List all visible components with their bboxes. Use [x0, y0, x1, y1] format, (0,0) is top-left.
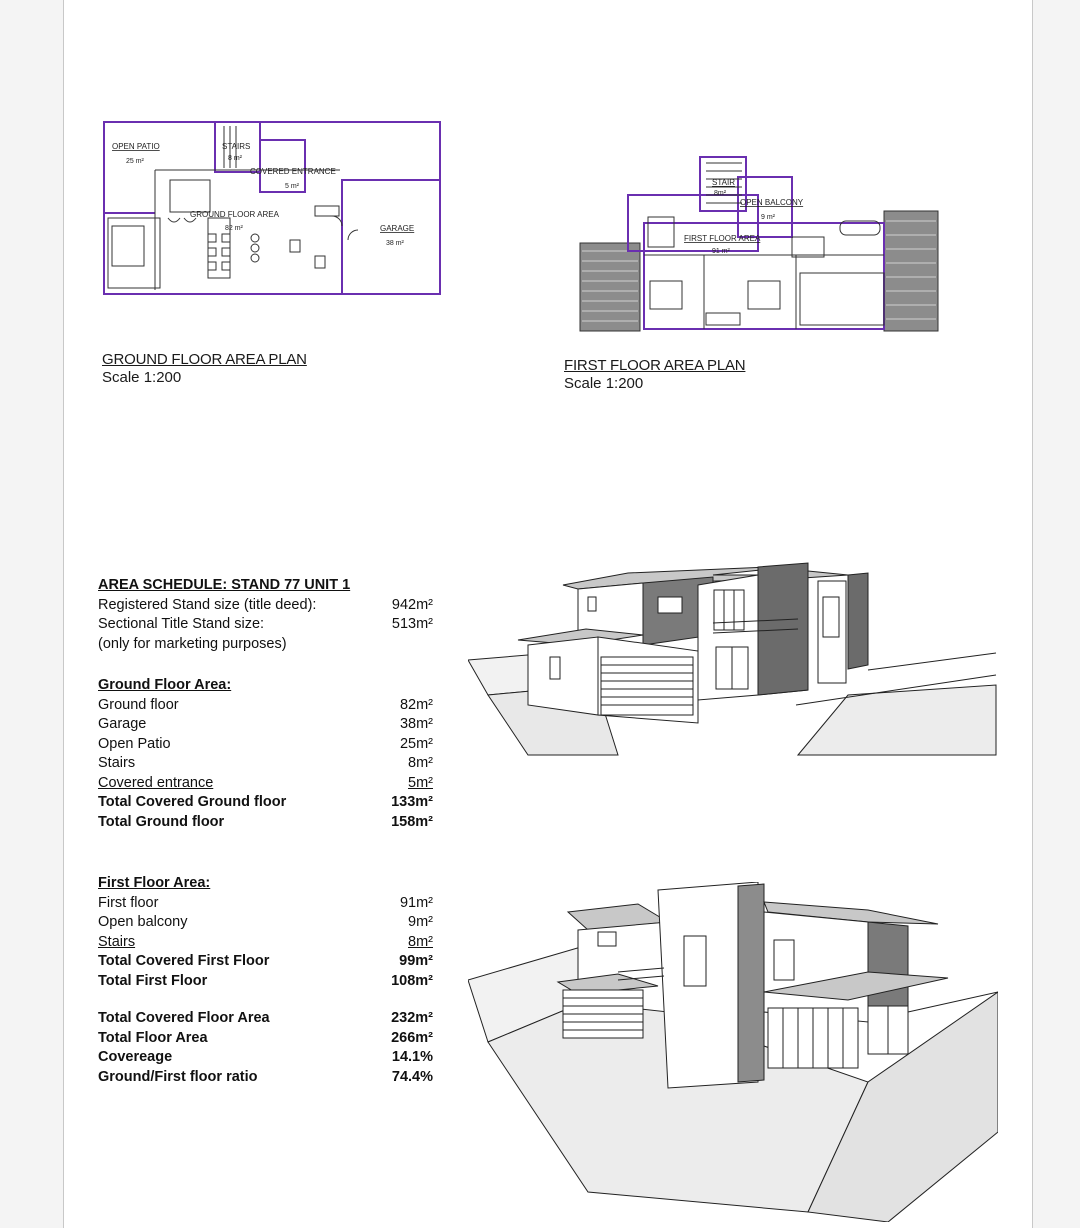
summary-row-coverage [98, 1048, 433, 1068]
first-floor-plan-title: FIRST FLOOR AREA PLAN [564, 357, 746, 374]
house-render-front [468, 545, 998, 760]
schedule-label: Covered entrance [98, 774, 214, 791]
schedule-label: First floor [98, 894, 159, 911]
first-floor-plan-scale: Scale 1:200 [564, 375, 644, 392]
schedule-value: 513m² [391, 616, 433, 632]
schedule-label: Total First Floor [98, 972, 208, 989]
schedule-row-registered [98, 596, 433, 616]
area-schedule [98, 576, 448, 1087]
schedule-label: Open balcony [98, 914, 188, 930]
schedule-heading: AREA SCHEDULE: STAND 77 UNIT 1 [98, 577, 351, 593]
ground-row [98, 774, 433, 794]
room-area-covered-entrance: 5 m² [285, 183, 299, 190]
ground-total-covered-row [98, 793, 433, 813]
ground-row [98, 715, 433, 735]
first-floor-plan [578, 155, 940, 335]
room-label-garage: GARAGE [380, 224, 415, 233]
schedule-value: 25m² [399, 735, 433, 752]
schedule-value: 91m² [399, 894, 433, 911]
room-label-first-floor: FIRST FLOOR AREA [684, 234, 761, 243]
ground-floor-plan-title: GROUND FLOOR AREA PLAN [102, 351, 307, 368]
room-label-open-patio: OPEN PATIO [112, 142, 160, 151]
ground-total-row [98, 813, 433, 833]
room-label-stair: STAIR [712, 178, 735, 187]
ground-row [98, 735, 433, 755]
room-area-open-patio: 25 m² [126, 158, 144, 165]
first-floor-caption [564, 357, 745, 392]
summary-row-total-floor [98, 1029, 433, 1049]
schedule-value: 158m² [391, 813, 433, 830]
room-area-garage: 38 m² [386, 240, 404, 247]
summary-row-ratio [98, 1068, 433, 1088]
schedule-value: 14.1% [391, 1049, 433, 1065]
room-area-first-floor: 91 m² [712, 248, 730, 255]
ground-floor-plan-scale: Scale 1:200 [102, 369, 182, 386]
schedule-label: Registered Stand size (title deed): [98, 596, 317, 613]
schedule-value: 232m² [391, 1010, 433, 1026]
ground-row [98, 754, 433, 774]
schedule-value: 942m² [391, 596, 433, 613]
ground-floor-plan [100, 118, 450, 298]
room-area-stairs: 8 m² [228, 155, 242, 162]
schedule-label: Sectional Title Stand size: [98, 616, 265, 632]
ground-row [98, 696, 433, 716]
schedule-value: 99m² [399, 953, 433, 969]
schedule-value: 5m² [408, 774, 433, 791]
first-row [98, 933, 433, 953]
schedule-label: Open Patio [98, 735, 171, 752]
room-area-stair: 8m² [714, 190, 727, 197]
schedule-label: Stairs [98, 933, 136, 950]
schedule-label: Stairs [98, 755, 136, 771]
schedule-marketing-note: (only for marketing purposes) [98, 635, 287, 652]
schedule-value: 266m² [391, 1029, 433, 1046]
room-label-stairs: STAIRS [222, 142, 251, 151]
schedule-label: Total Covered First Floor [98, 953, 270, 969]
schedule-value: 82m² [399, 696, 433, 713]
schedule-value: 38m² [399, 716, 433, 732]
schedule-label: Total Ground floor [98, 813, 225, 830]
schedule-label: Total Covered Ground floor [98, 794, 287, 810]
summary-row-total-covered [98, 1009, 433, 1029]
ground-floor-caption [102, 351, 307, 386]
schedule-value: 74.4% [391, 1068, 433, 1085]
schedule-label: Ground floor [98, 696, 179, 713]
schedule-label: Covereage [98, 1049, 173, 1065]
house-render-rear [468, 882, 998, 1222]
room-area-open-balcony: 9 m² [761, 214, 775, 221]
schedule-value: 108m² [391, 972, 433, 989]
schedule-value: 8m² [408, 933, 433, 950]
schedule-label: Total Floor Area [98, 1029, 208, 1046]
schedule-value: 9m² [408, 914, 433, 930]
schedule-label: Ground/First floor ratio [98, 1068, 258, 1085]
schedule-row-sectional [98, 615, 433, 635]
schedule-value: 133m² [391, 794, 433, 810]
schedule-label: Garage [98, 716, 147, 732]
schedule-label: Total Covered Floor Area [98, 1010, 270, 1026]
first-floor-heading: First Floor Area: [98, 875, 211, 891]
first-row [98, 894, 433, 914]
room-label-open-balcony: OPEN BALCONY [740, 198, 804, 207]
room-label-covered-entrance: COVERED ENTRANCE [250, 167, 336, 176]
room-label-ground-floor: GROUND FLOOR AREA [190, 210, 279, 219]
schedule-value: 8m² [408, 755, 433, 771]
room-area-ground-floor: 82 m² [225, 225, 243, 232]
first-total-row [98, 972, 433, 992]
first-total-covered-row [98, 952, 433, 972]
first-row [98, 913, 433, 933]
ground-floor-heading: Ground Floor Area: [98, 677, 232, 693]
